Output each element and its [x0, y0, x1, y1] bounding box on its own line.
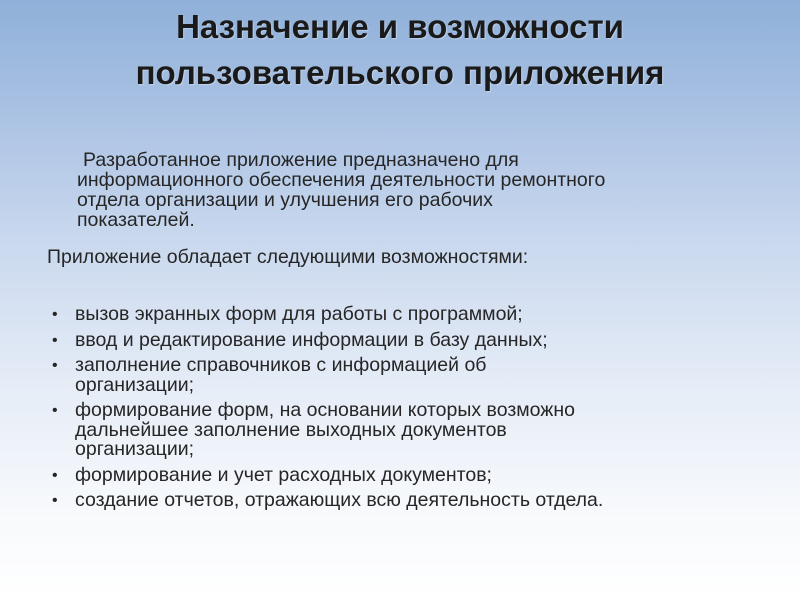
- bullet-icon: •: [52, 492, 58, 509]
- bullet-icon: •: [52, 402, 58, 419]
- slide-title-line-1: Назначение и возможности: [176, 8, 624, 45]
- features-lead-text: Приложение обладает следующими возможностями:: [47, 246, 529, 268]
- feature-text-line: формирование и учет расходных документов;: [75, 463, 492, 486]
- feature-text-line: формирование форм, на основании которых возможно: [75, 399, 575, 421]
- intro-line-2: информационного обеспечения деятельности ремонтного: [77, 169, 606, 191]
- slide-title: [20, 4, 780, 96]
- feature-list-item: [47, 491, 787, 511]
- bullet-icon: •: [52, 306, 58, 323]
- intro-line-1: Разработанное приложение предназначено для: [83, 149, 519, 171]
- feature-text-line: вызов экранных форм для работы с программой;: [75, 303, 523, 325]
- feature-list-item: [47, 401, 787, 460]
- slide-title-line-2: пользовательского приложения: [135, 54, 665, 91]
- feature-text-line: ввод и редактирование информации в базу данных;: [75, 328, 548, 351]
- feature-text-line: заполнение справочников с информацией об: [75, 354, 487, 376]
- intro-paragraph: [47, 150, 800, 230]
- bullet-icon: •: [52, 357, 58, 374]
- features-list: [47, 305, 787, 517]
- intro-line-3: отдела организации и улучшения его рабочих: [77, 189, 493, 211]
- bullet-icon: •: [52, 331, 58, 349]
- feature-list-item: [47, 463, 787, 486]
- feature-list-item: [47, 356, 787, 395]
- feature-list-item: [47, 328, 787, 351]
- feature-text-line: организации;: [75, 373, 195, 396]
- feature-list-item: [47, 305, 787, 325]
- feature-text-line: дальнейшее заполнение выходных документов: [75, 418, 507, 441]
- feature-text-line: организации;: [75, 438, 195, 460]
- intro-line-4: показателей.: [77, 209, 195, 231]
- feature-text-line: создание отчетов, отражающих всю деятельность отдела.: [75, 489, 604, 511]
- bullet-icon: •: [52, 466, 58, 484]
